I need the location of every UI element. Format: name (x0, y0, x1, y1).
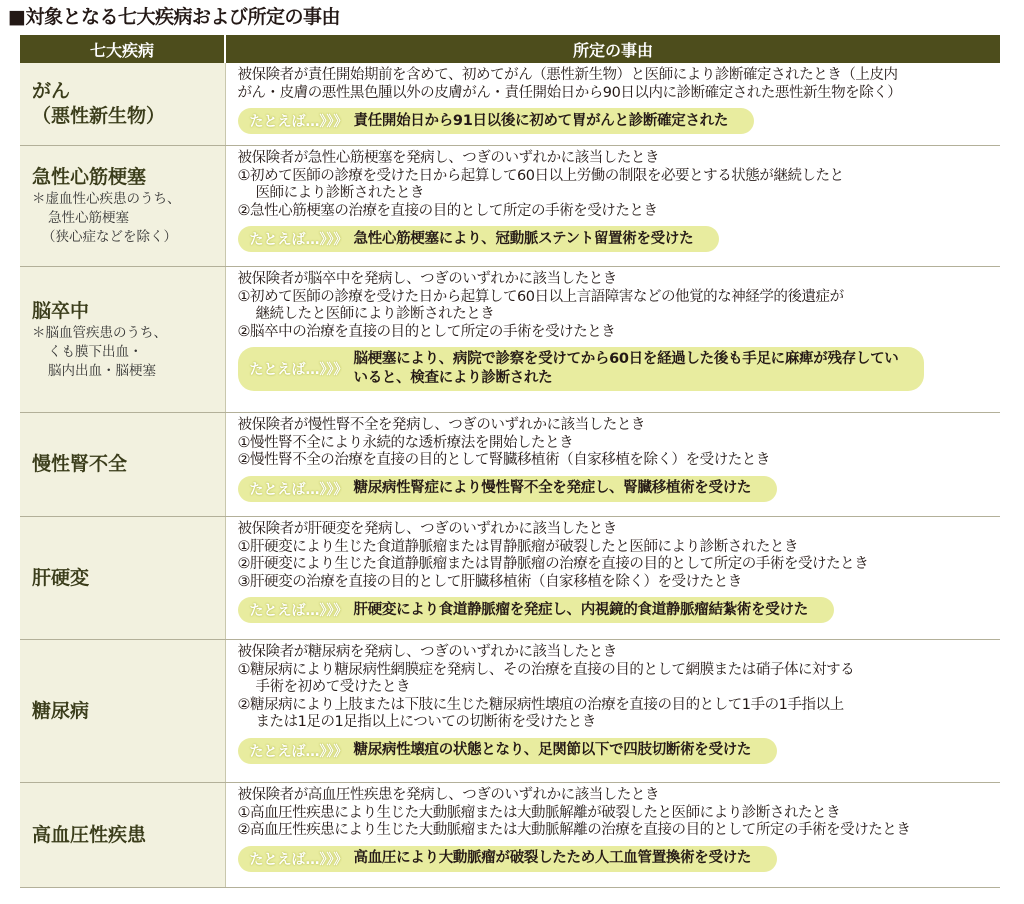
reason-line: 被保険者が責任開始期前を含めて、初めてがん（悪性新生物）と医師により診断確定されたとき（上皮内 (237, 67, 898, 83)
reason-line: ①肝硬変により生じた食道静脈瘤または胃静脈瘤が破裂したと医師により診断されたとき (237, 538, 798, 555)
disease-table (20, 35, 1000, 888)
example-label: たとえば…》》》 (249, 362, 348, 378)
disease-note (32, 190, 225, 247)
reason-line: がん・皮膚の悪性黒色腫以外の皮膚がん・責任開始日から90日以内に診断確定された悪性新生物を除く） (237, 84, 902, 101)
example-pill (238, 226, 720, 252)
reason-line: 被保険者が急性心筋梗塞を発病し、つぎのいずれかに該当したとき (237, 150, 659, 166)
example-pill (238, 108, 755, 134)
reason-cell (225, 517, 1000, 640)
table-row (20, 63, 1000, 146)
example-text: 糖尿病性腎症により慢性腎不全を発症し、腎臓移植術を受けた (353, 480, 752, 496)
reason-line: ②脳卒中の治療を直接の目的として所定の手術を受けたとき (237, 323, 616, 340)
note-line: ＊脳血管疾患のうち、 (32, 324, 167, 341)
reason-line: ①慢性腎不全により永続的な透析療法を開始したとき (237, 434, 574, 451)
table-row (20, 146, 1000, 267)
example-label: たとえば…》》》 (249, 743, 348, 760)
reason-cell (225, 783, 1000, 888)
example-pill (238, 738, 778, 764)
reason-line: ②糖尿病により上肢または下肢に生じた糖尿病性壊疽の治療を直接の目的として1手の1手指以上 (237, 696, 844, 713)
reason-line: 継続したと医師により診断されたとき (255, 306, 495, 322)
example-text: 糖尿病性壊疽の状態となり、足関節以下で四肢切断術を受けた (353, 742, 752, 758)
disease-cell (20, 146, 225, 267)
table-row (20, 640, 1000, 783)
example-label: たとえば…》》》 (249, 603, 348, 619)
header-reason: 所定の事由 (225, 35, 1000, 63)
reason-cell (225, 146, 1000, 267)
reason-line: 被保険者が肝硬変を発病し、つぎのいずれかに該当したとき (237, 521, 617, 537)
note-line: （狭心症などを除く） (42, 229, 177, 245)
table-row (20, 783, 1000, 888)
example-text: 責任開始日から91日以後に初めて胃がんと診断確定された (353, 112, 729, 129)
reason-cell (225, 63, 1000, 146)
disease-name: がん (32, 80, 71, 102)
disease-name: 脳卒中 (32, 299, 90, 322)
reason-line: ②肝硬変により生じた食道静脈瘤または胃静脈瘤の治療を直接の目的として所定の手術を受けたとき (237, 556, 869, 572)
disease-subname: （悪性新生物） (32, 105, 166, 127)
reason-line: ①高血圧性疾患により生じた大動脈瘤または大動脈解離が破裂したと医師により診断されたとき (237, 804, 841, 821)
example-label: たとえば…》》》 (249, 481, 348, 498)
example-label: たとえば…》》》 (249, 851, 348, 868)
example-pill (238, 476, 778, 502)
reason-line: 被保険者が脳卒中を発病し、つぎのいずれかに該当したとき (237, 271, 617, 287)
reason-line: ②急性心筋梗塞の治療を直接の目的として所定の手術を受けたとき (237, 202, 658, 219)
reason-line: 被保険者が高血圧性疾患を発病し、つぎのいずれかに該当したとき (237, 787, 659, 803)
table-row (20, 413, 1000, 517)
example-label: たとえば…》》》 (249, 114, 348, 130)
example-text: 急性心筋梗塞により、冠動脈ステント留置術を受けた (353, 230, 694, 247)
note-line: 脳内出血・脳梗塞 (48, 362, 156, 379)
reason-line: 被保険者が糖尿病を発病し、つぎのいずれかに該当したとき (237, 644, 617, 660)
disease-name: 肝硬変 (32, 566, 90, 589)
note-line: くも膜下出血・ (48, 343, 143, 360)
example-pill (238, 597, 834, 623)
reason-line: 被保険者が慢性腎不全を発病し、つぎのいずれかに該当したとき (237, 417, 645, 433)
example-text: いると、検査により診断された (353, 370, 553, 386)
disease-cell (20, 517, 225, 640)
page-title: ■対象となる七大疾病および所定の事由 (8, 6, 340, 28)
disease-cell (20, 783, 225, 888)
disease-name: 高血圧性疾患 (32, 823, 147, 846)
note-line: 急性心筋梗塞 (48, 210, 129, 226)
reason-line: 手術を初めて受けたとき (255, 679, 411, 695)
reason-cell (225, 413, 1000, 517)
reason-cell (225, 267, 1000, 413)
reason-cell (225, 640, 1000, 783)
reason-line: ①糖尿病により糖尿病性網膜症を発病し、その治療を直接の目的として網膜または硝子体に対する (237, 661, 855, 678)
example-pill (238, 347, 925, 391)
disease-cell (20, 63, 225, 146)
example-text: 脳梗塞により、病院で診察を受けてから60日を経過した後も手足に麻痺が残存してい (353, 351, 899, 367)
disease-note (32, 324, 225, 381)
disease-name: 急性心筋梗塞 (32, 166, 147, 188)
table-row (20, 267, 1000, 413)
disease-name: 慢性腎不全 (32, 453, 128, 475)
note-line: ＊虚血性心疾患のうち、 (32, 191, 181, 207)
reason-line: 医師により診断されたとき (255, 185, 425, 201)
example-pill (238, 846, 778, 872)
header-disease: 七大疾病 (20, 35, 225, 63)
reason-line: ②高血圧性疾患により生じた大動脈瘤または大動脈解離の治療を直接の目的として所定の手術を受けたとき (237, 822, 911, 838)
reason-line: ①初めて医師の診療を受けた日から起算して60日以上労働の制限を必要とする状態が継続したと (237, 167, 844, 184)
disease-cell (20, 640, 225, 783)
example-text: 高血圧により大動脈瘤が破裂したため人工血管置換術を受けた (353, 850, 752, 866)
disease-cell (20, 413, 225, 517)
disease-cell (20, 267, 225, 413)
example-text: 肝硬変により食道静脈瘤を発症し、内視鏡的食道静脈瘤結紮術を受けた (353, 601, 808, 618)
reason-line: または1足の1足指以上についての切断術を受けたとき (255, 714, 596, 730)
table-row (20, 517, 1000, 640)
example-label: たとえば…》》》 (249, 232, 348, 248)
table-header (20, 35, 1000, 63)
reason-line: ③肝硬変の治療を直接の目的として肝臓移植術（自家移植を除く）を受けたとき (237, 573, 742, 590)
disease-name: 糖尿病 (32, 699, 90, 722)
reason-line: ②慢性腎不全の治療を直接の目的として腎臓移植術（自家移植を除く）を受けたとき (237, 452, 770, 468)
reason-line: ①初めて医師の診療を受けた日から起算して60日以上言語障害などの他覚的な神経学的後遺症が (237, 288, 844, 305)
